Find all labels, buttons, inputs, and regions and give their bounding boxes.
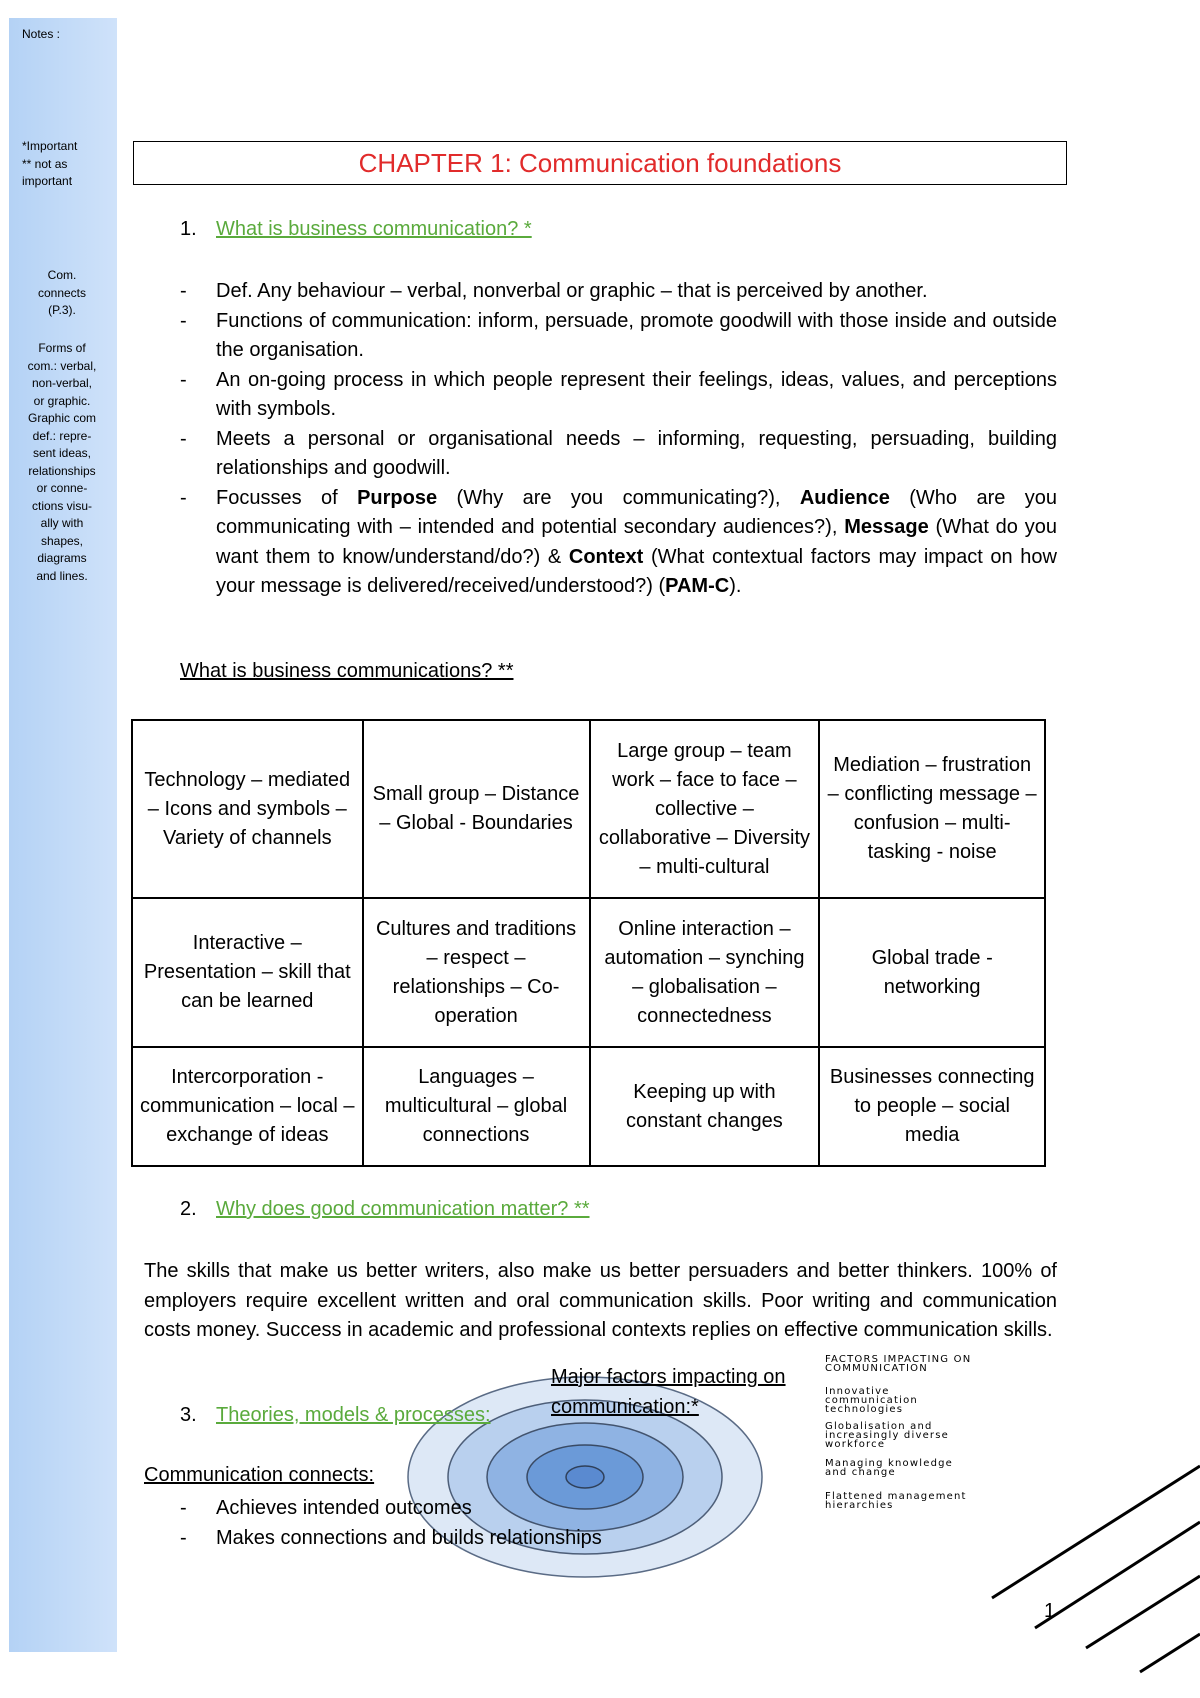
table-cell: Online interaction – automation – synching – globalisation – connectedness [590,898,820,1047]
text-run: (Why are you communicating?), [437,486,800,509]
table-cell: Interactive – Presentation – skill that can be learned [132,898,363,1047]
factors-line: technologies [825,1404,904,1415]
side-note-line: non-verbal, [31,376,93,390]
side-note-line: or conne- [36,481,88,495]
section-title: Why does good communication matter? ** [216,1198,590,1220]
decorative-corner-lines [980,1420,1200,1698]
list-item-pamc [216,484,1057,602]
table-row [132,720,1045,898]
factors-line: Globalisation and [825,1421,933,1432]
list-item: - Def. Any behaviour – verbal, nonverbal or graphic – that is perceived by another. [216,277,1057,307]
side-note-forms [14,340,110,585]
text-run: ). [729,575,742,597]
table-cell: Mediation – frustration – conflicting message – confusion – multi-tasking - noise [819,720,1045,898]
section-number: 2. [180,1198,197,1220]
side-note-line: def.: repre- [32,428,92,443]
list-item: - Makes connections and builds relationships [216,1524,816,1554]
table-cell: Keeping up with constant changes [590,1047,820,1166]
table-cell: Large group – team work – face to face – collective – collaborative – Diversity – multi-cultural [590,720,820,898]
side-note-line: shapes, [40,533,84,548]
table-cell: Technology – mediated – Icons and symbols – Variety of channels [132,720,363,898]
list-item: - Meets a personal or organisational needs – informing, requesting, persuading, building relationships and goodwill. [216,425,1057,484]
text-run: (Who are you communicating with – intended and potential secondary audiences?), [216,486,1057,538]
factors-line: increasingly diverse [825,1430,950,1441]
side-note-line: or graphic. [33,393,91,408]
legend-line: ** not as [22,156,68,171]
term-context: Context [568,545,644,568]
side-note-line: sent ideas, [32,446,92,460]
factors-line: COMMUNICATION [825,1363,928,1374]
decor-line [992,1466,1200,1598]
legend-line: *Important [22,139,78,153]
side-note-line: Graphic com [27,411,97,425]
factors-line: FACTORS IMPACTING ON [825,1354,972,1365]
section-title: What is business communication? * [216,218,532,240]
connects-list [216,1494,816,1553]
page-number: 1 [1044,1600,1056,1622]
section-2-paragraph: The skills that make us better writers, also make us better persuaders and better thinkers. 100% of employers require excellent written and oral communication skills. Poor writing and communication costs money. Success in academic and professional contexts replies on effective communication skills. [144,1260,1057,1341]
table-row [132,898,1045,1047]
side-note-line: Forms of [38,341,86,355]
factors-line: workforce [825,1439,886,1450]
text-run: (What do you want them to know/understand/do?) & [216,516,1057,568]
factors-line: Managing knowledge [825,1458,954,1469]
decor-line [1140,1634,1200,1672]
decor-line [1035,1522,1200,1628]
list-item: - Achieves intended outcomes [216,1494,816,1524]
factor-item [825,1422,949,1449]
side-note-line: relationships [28,463,96,478]
table-cell: Cultures and traditions – respect – relationships – Co-operation [363,898,590,1047]
factor-item [825,1387,918,1414]
factors-line: hierarchies [825,1500,894,1511]
circle-core [566,1466,604,1488]
heading-line: Major factors impacting on [551,1366,786,1388]
business-communications-table [131,719,1046,1167]
heading-line: communication:* [551,1395,699,1418]
notes-sidebar [9,18,117,1652]
major-factors-heading [551,1363,786,1422]
factors-line: communication [825,1395,918,1406]
factors-title [825,1355,971,1373]
table-cell: Intercorporation - communication – local – exchange of ideas [132,1047,363,1166]
importance-legend [22,138,77,191]
section-number: 1. [180,218,197,240]
factor-item [825,1492,967,1510]
side-note-com-connects [14,267,110,320]
factors-line: and change [825,1467,896,1478]
definition-list [216,277,1057,602]
side-note-line: ally with [40,516,84,530]
communication-connects-heading: Communication connects: [144,1464,375,1486]
factors-line: Flattened management [825,1491,967,1502]
side-note-line: connects [37,285,87,300]
factor-item [825,1459,953,1477]
side-note-line: com.: verbal, [27,358,97,373]
side-note-line: and lines. [36,568,88,583]
table-cell: Languages – multicultural – global connections [363,1047,590,1166]
legend-line: important [22,174,73,188]
term-purpose: Purpose [357,486,438,509]
list-item: - An on-going process in which people represent their feelings, ideas, values, and perceptions with symbols. [216,366,1057,425]
term-message: Message [844,516,929,538]
section-number: 3. [180,1404,197,1426]
text-run: Focusses of [216,486,358,509]
table-cell: Businesses connecting to people – social media [819,1047,1045,1166]
section-2-heading [180,1198,590,1221]
section-1-heading [180,218,532,241]
text-run: (What contextual factors may impact on how your message is delivered/received/understood?) ( [216,545,1058,597]
term-pamc: PAM-C [665,575,730,597]
section-3-heading [180,1404,491,1427]
side-note-line: (P.3). [48,303,76,317]
decor-line [1086,1576,1200,1648]
chapter-title: CHAPTER 1: Communication foundations [133,141,1067,185]
table-cell: Small group – Distance – Global - Boundaries [363,720,590,898]
subheading: What is business communications? ** [180,660,514,682]
table-cell: Global trade - networking [819,898,1045,1047]
side-note-line: ctions visu- [31,498,93,513]
notes-label: Notes : [22,27,61,41]
list-item: - Functions of communication: inform, persuade, promote goodwill with those inside and outside the organisation. [216,307,1057,366]
side-note-line: diagrams [37,551,87,565]
term-audience: Audience [799,486,890,509]
section-title: Theories, models & processes: [216,1404,491,1426]
factors-line: Innovative [825,1386,890,1397]
table-row [132,1047,1045,1166]
side-note-line: Com. [47,268,77,282]
